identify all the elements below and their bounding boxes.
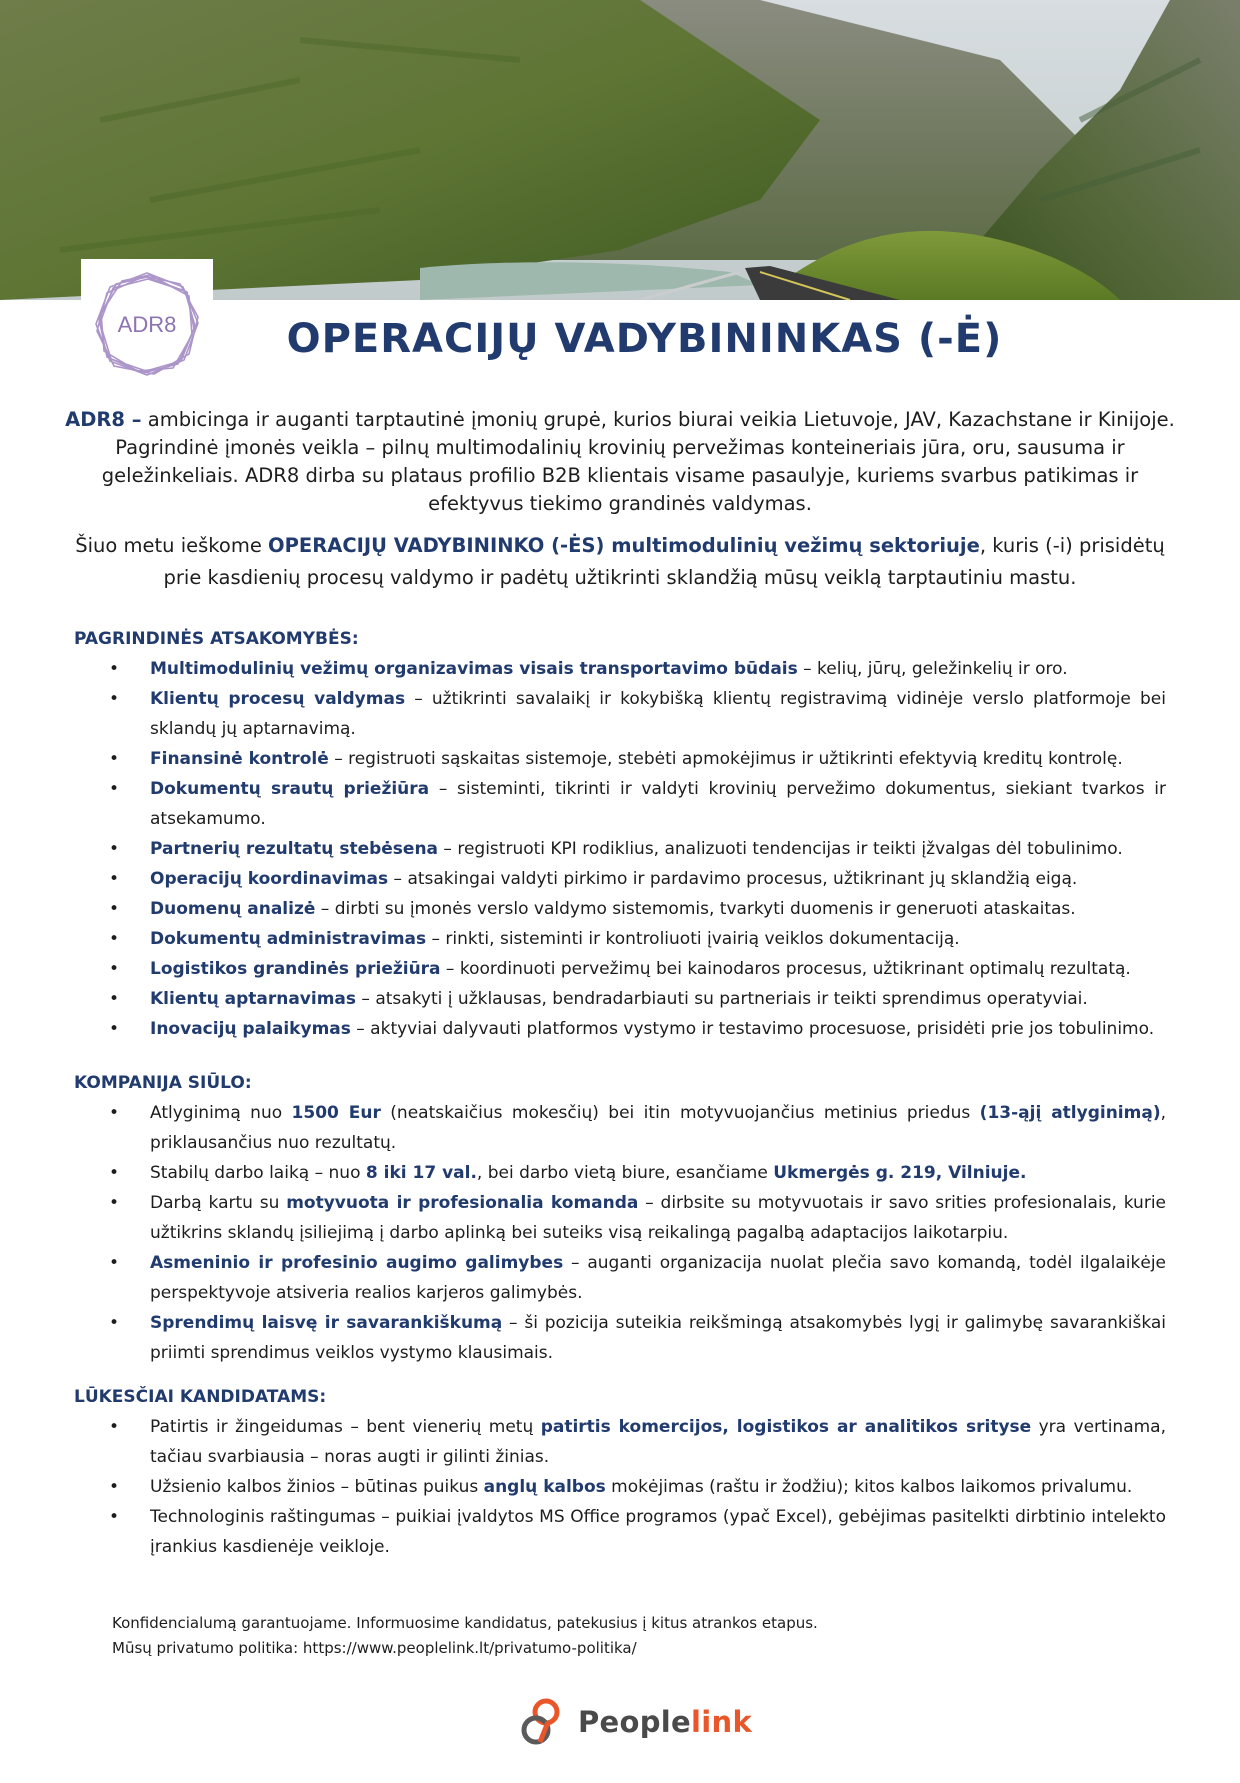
adr8-logo: [81, 259, 213, 389]
list-item: • Darbą kartu su motyvuota ir profesionalia komanda – dirbsite su motyvuotais ir savo srities profesionalais, kurie užtikrins sklandų įsiliejimą į darbo aplinką bei suteiks visą reikalingą pagalbą adaptacijos laikotarpiu.: [74, 1188, 1166, 1248]
offer-title: KOMPANIJA SIŪLO:: [74, 1073, 252, 1093]
list-item: • Multimodulinių vežimų organizavimas visais transportavimo būdais – kelių, jūrų, geležinkelių ir oro.: [74, 654, 1166, 684]
peoplelink-mark-icon: [518, 1696, 568, 1748]
responsibilities-title: PAGRINDINĖS ATSAKOMYBĖS:: [74, 629, 359, 649]
list-item: • Klientų procesų valdymas – užtikrinti savalaikį ir kokybišką klientų registravimą vidinėje verslo platformoje bei sklandų jų aptarnavimą.: [74, 684, 1166, 744]
expectations-section: [74, 1382, 1166, 1562]
content-body: [74, 624, 1166, 1562]
footer-note: [112, 1611, 818, 1661]
title-bar: [259, 306, 1030, 376]
list-item: • Dokumentų srautų priežiūra – sisteminti, tikrinti ir valdyti krovinių pervežimo dokumentus, siekiant tvarkos ir atsekamumo.: [74, 774, 1166, 834]
list-item: • Atlyginimą nuo 1500 Eur (neatskaičius mokesčių) bei itin motyvuojančius metinius priedus (13-ąjį atlyginimą), priklausančius nuo rezultatų.: [74, 1098, 1166, 1158]
company-text: ambicinga ir auganti tarptautinė įmonių grupė, kurios biurai veikia Lietuvoje, JAV, Kazachstane ir Kinijoje. Pagrindinė įmonės veikla – pilnų multimodalinių krovinių pervežimas konteineriais jūra, oru, sausuma ir geležinkeliais. ADR8 dirba su plataus profilio B2B klientais visame pasaulyje, kuriems svarbus patikimas ir efektyvus tiekimo grandinės valdymas.: [101, 408, 1175, 515]
list-item: • Partnerių rezultatų stebėsena – registruoti KPI rodiklius, analizuoti tendencijas ir teikti įžvalgas dėl tobulinimo.: [74, 834, 1166, 864]
confidentiality-text: Konfidencialumą garantuojame. Informuosime kandidatus, patekusius į kitus atrankos etapus.: [112, 1614, 818, 1632]
peoplelink-logo: [518, 1694, 752, 1750]
list-item: • Užsienio kalbos žinios – būtinas puikus anglų kalbos mokėjimas (raštu ir žodžiu); kitos kalbos laikomos privalumu.: [74, 1472, 1166, 1502]
list-item: • Logistikos grandinės priežiūra – koordinuoti pervežimų bei kainodaros procesus, užtikrinant optimalų rezultatą.: [74, 954, 1166, 984]
intro-section: [60, 406, 1180, 606]
peoplelink-wordmark: Peoplelink: [578, 1705, 753, 1739]
offer-list: [74, 1098, 1166, 1368]
privacy-policy-text: Mūsų privatumo politika: https://www.peoplelink.lt/privatumo-politika/: [112, 1639, 637, 1657]
seek-position: OPERACIJŲ VADYBININKO (-ĖS) multimodulinių vežimų sektoriuje: [268, 534, 980, 557]
seeking-paragraph: [60, 530, 1180, 594]
expectations-title: LŪKESČIAI KANDIDATAMS:: [74, 1387, 327, 1407]
list-item: • Dokumentų administravimas – rinkti, sisteminti ir kontroliuoti įvairią veiklos dokumentaciją.: [74, 924, 1166, 954]
seek-post: , kuris (-i) prisidėtų prie kasdienių procesų valdymo ir padėtų užtikrinti sklandžią mūsų veiklą tarptautiniu mastu.: [163, 534, 1165, 589]
list-item: • Klientų aptarnavimas – atsakyti į užklausas, bendradarbiauti su partneriais ir teikti sprendimus operatyviai.: [74, 984, 1166, 1014]
logo-text: ADR8: [117, 312, 177, 337]
list-item: • Duomenų analizė – dirbti su įmonės verslo valdymo sistemomis, tvarkyti duomenis ir generuoti ataskaitas.: [74, 894, 1166, 924]
responsibilities-list: [74, 654, 1166, 1044]
offer-section: [74, 1068, 1166, 1368]
list-item: • Inovacijų palaikymas – aktyviai dalyvauti platformos vystymo ir testavimo procesuose, prisidėti prie jos tobulinimo.: [74, 1014, 1166, 1044]
expectations-list: [74, 1412, 1166, 1562]
company-lead: ADR8 –: [65, 408, 142, 431]
list-item: • Patirtis ir žingeidumas – bent vienerių metų patirtis komercijos, logistikos ar analitikos srityse yra vertinama, tačiau svarbiausia – noras augti ir gilinti žinias.: [74, 1412, 1166, 1472]
responsibilities-section: [74, 624, 1166, 1044]
list-item: • Sprendimų laisvę ir savarankiškumą – ši pozicija suteikia reikšmingą atsakomybės lygį ir galimybę savarankiškai priimti sprendimus veiklos vystymo klausimais.: [74, 1308, 1166, 1368]
job-title: OPERACIJŲ VADYBININKAS (-Ė): [286, 316, 1003, 362]
list-item: • Asmeninio ir profesinio augimo galimybes – auganti organizacija nuolat plečia savo komandą, todėl ilgalaikėje perspektyvoje atsiveria realios karjeros galimybės.: [74, 1248, 1166, 1308]
list-item: • Technologinis raštingumas – puikiai įvaldytos MS Office programos (ypač Excel), gebėjimas pasitelkti dirbtinio intelekto įrankius kasdienėje veikloje.: [74, 1502, 1166, 1562]
list-item: • Stabilų darbo laiką – nuo 8 iki 17 val., bei darbo vietą biure, esančiame Ukmergės g. 219, Vilniuje.: [74, 1158, 1166, 1188]
company-description: [60, 406, 1180, 518]
list-item: • Operacijų koordinavimas – atsakingai valdyti pirkimo ir pardavimo procesus, užtikrinant jų sklandžią eigą.: [74, 864, 1166, 894]
list-item: • Finansinė kontrolė – registruoti sąskaitas sistemoje, stebėti apmokėjimus ir užtikrinti efektyvią kreditų kontrolę.: [74, 744, 1166, 774]
seek-pre: Šiuo metu ieškome: [75, 534, 269, 557]
